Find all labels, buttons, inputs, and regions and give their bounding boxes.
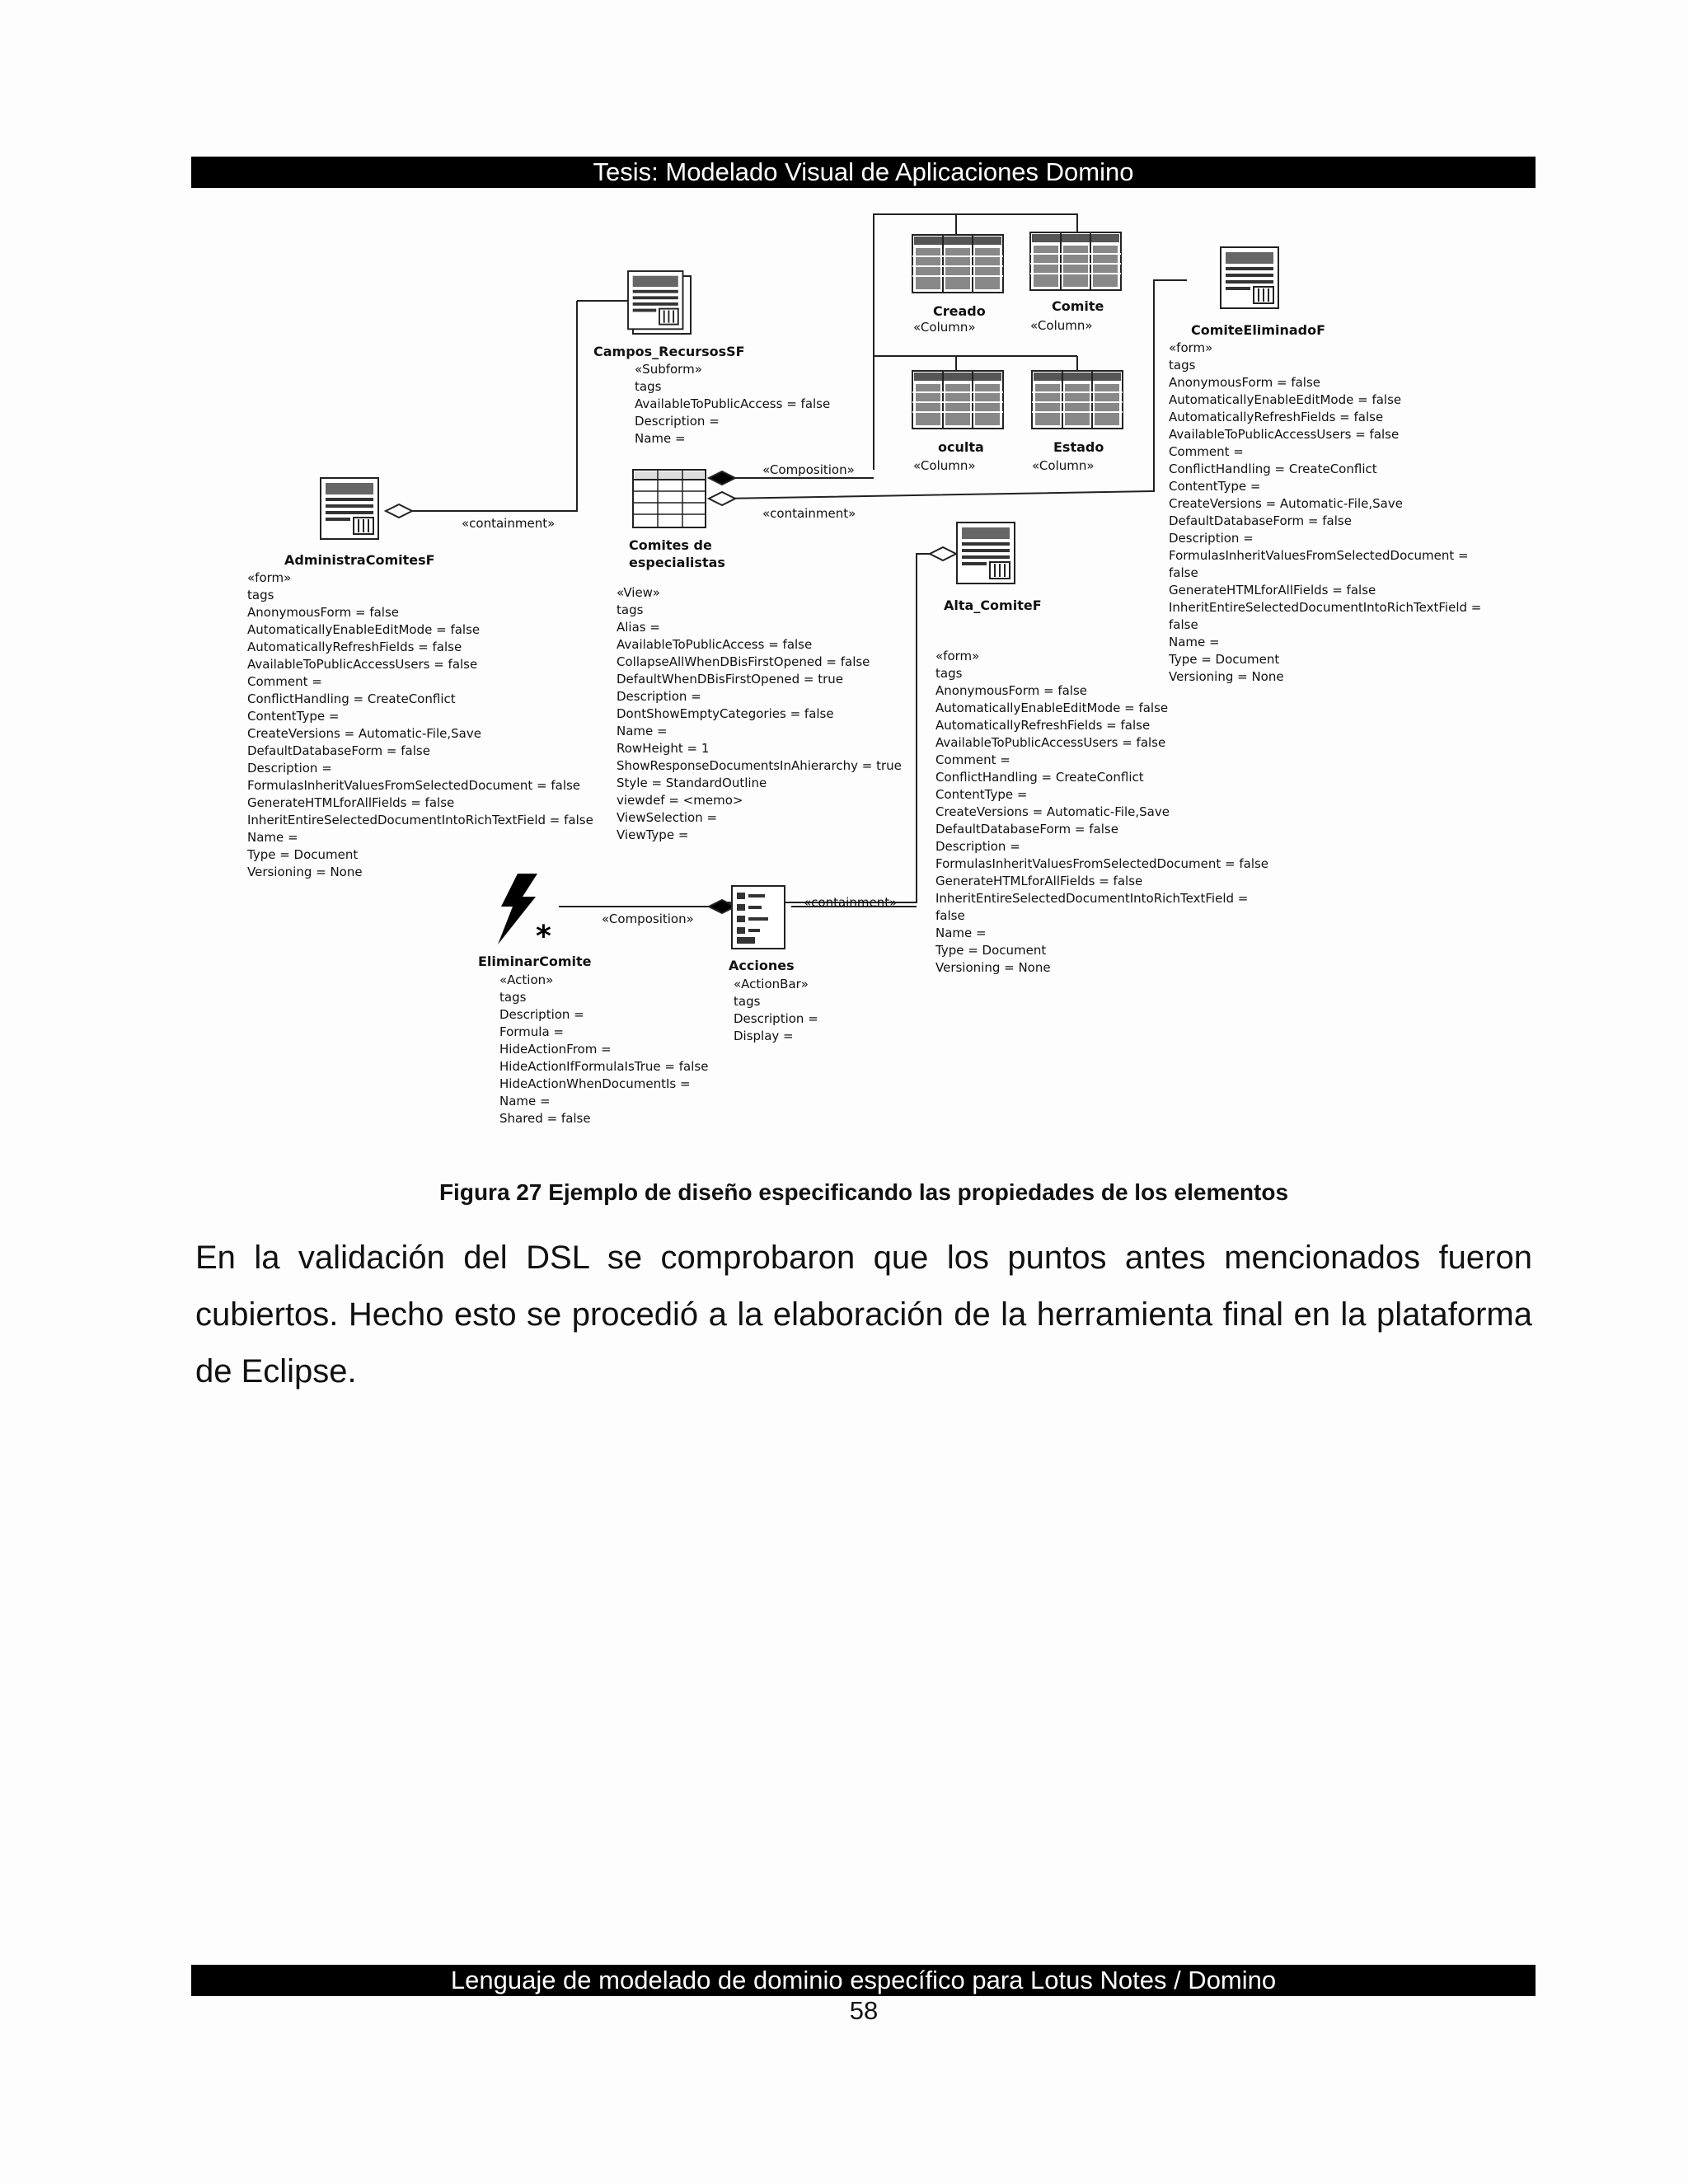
node-props: tags AnonymousForm = false AutomaticallyEnableEditMode = false AutomaticallyRefreshFields = false AvailableToPublicAccessUsers = false Comment = ConflictHandling = CreateConflict ContentType = CreateVersions = Automatic-File,Save DefaultDatabaseForm = false Description = FormulasInheritValuesFromSelectedDocument = false GenerateHTMLforAllFields = false InheritEntireSelectedDocumentIntoRichTextField = false Name = Type = Document Versioning = None [935,666,1269,975]
relation-containment-1: «containment» [762,506,856,521]
node-campos [593,271,834,446]
node-stereotype: «Column» [1032,458,1095,473]
node-stereotype: «Subform» [635,362,702,377]
node-stereotype: «Action» [499,972,554,987]
node-estado [1032,371,1123,473]
figure-caption: Figura 27 Ejemplo de diseño especificando las propiedades de los elementos [438,1179,1289,1205]
relation-containment-2: «containment» [462,516,556,531]
node-props: tags AnonymousForm = false AutomaticallyEnableEditMode = false AutomaticallyRefreshFields = false AvailableToPublicAccessUsers = false Comment = ConflictHandling = CreateConflict ContentType = CreateVersions = Automatic-File,Save DefaultDatabaseForm = false Description = FormulasInheritValuesFromSelectedDocument = false GenerateHTMLforAllFields = false InheritEntireSelectedDocumentIntoRichTextField = false Name = Type = Document Versioning = None [247,588,593,879]
node-stereotype: «form» [1169,340,1213,355]
node-stereotype: «View» [617,585,660,600]
node-title: AdministraComitesF [284,552,435,568]
node-stereotype: «Column» [1030,318,1093,333]
node-comites-especialistas [617,470,906,842]
node-stereotype: «ActionBar» [734,977,809,991]
node-title: Alta_ComiteF [944,598,1042,613]
actionbar-icon [732,886,785,949]
page-header: Tesis: Modelado Visual de Aplicaciones Domino [191,157,1536,188]
node-title: EliminarComite [478,954,592,969]
node-title: oculta [938,439,984,455]
node-title: Comite [1052,298,1104,314]
node-title: Campos_RecursosSF [593,344,745,359]
node-props: tags AvailableToPublicAccess = false Description = Name = [635,379,831,446]
svg-text:*: * [536,920,551,954]
node-comite-eliminado [1168,247,1485,684]
node-creado [912,235,1003,335]
node-stereotype: «form» [247,570,292,585]
page-footer: Lenguaje de modelado de dominio específico para Lotus Notes / Domino [191,1965,1536,1996]
node-administra [246,478,598,879]
node-title: ComiteEliminadoF [1191,322,1326,338]
node-props: tags Alias = AvailableToPublicAccess = false CollapseAllWhenDBisFirstOpened = false DefaultWhenDBisFirstOpened = true Description = DontShowEmptyCategories = false Name = RowHeight = 1 ShowResponseDocumentsInAhierarchy = true Style = StandardOutline viewdef = <memo> ViewSelection = ViewType = [617,602,902,842]
node-stereotype: «Column» [913,320,976,335]
node-props: tags Description = Display = [734,994,818,1043]
node-title: Acciones [729,958,795,973]
page-number: 58 [849,1996,879,2025]
node-title: Creado [933,303,986,319]
node-stereotype: «Column» [913,458,976,473]
relation-composition-2: «Composition» [602,912,694,926]
node-props: tags Description = Formula = HideActionFrom = HideActionIfFormulaIsTrue = false HideActionWhenDocumentIs = Name = Shared = false [499,990,709,1126]
node-stereotype: «form» [935,649,980,663]
node-title: Comites de [629,537,712,553]
node-props: tags AnonymousForm = false AutomaticallyEnableEditMode = false AutomaticallyRefreshFields = false AvailableToPublicAccessUsers = false Comment = ConflictHandling = CreateConflict ContentType = CreateVersions = Automatic-File,Save DefaultDatabaseForm = false Description = FormulasInheritValuesFromSelectedDocument = false GenerateHTMLforAllFields = false InheritEntireSelectedDocumentIntoRichTextField = false Name = Type = Document Versioning = None [1169,358,1482,684]
node-comite [1030,232,1121,333]
lightning-icon [498,874,551,954]
body-paragraph: En la validación del DSL se comprobaron que los puntos antes mencionados fueron cubiertos. Hecho esto se procedió a la elaboración de la herramienta final en la plataforma de Eclipse. [195,1240,1532,1390]
node-oculta [912,371,1003,473]
node-title: Estado [1053,439,1104,455]
relation-composition-1: «Composition» [762,462,855,477]
node-title-line2: especialistas [629,555,725,570]
relation-containment-3: «containment» [804,895,898,910]
